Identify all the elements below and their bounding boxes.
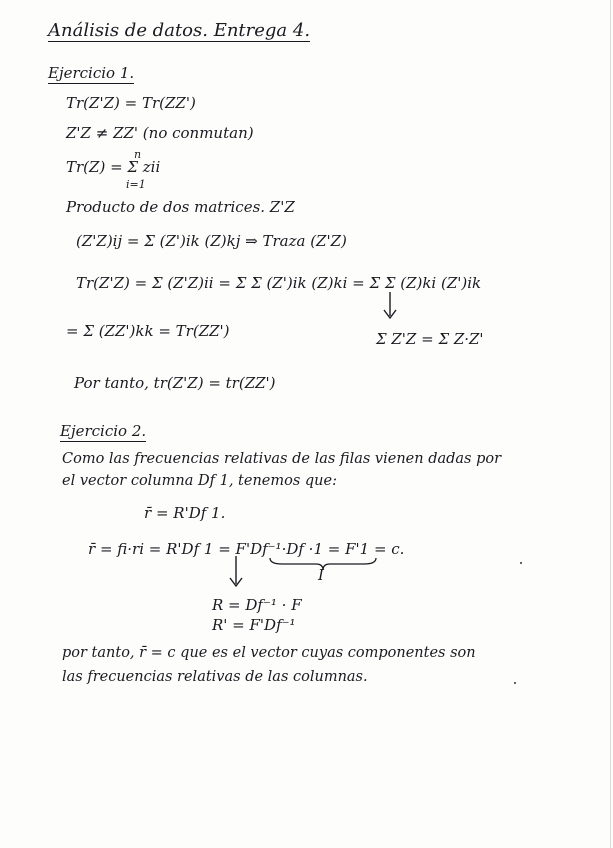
ex1-line-product: Producto de dos matrices. Z'Z (66, 198, 295, 216)
ex1-line-not-commute: Z'Z ≠ ZZ' (no conmutan) (66, 124, 254, 142)
ex1-conclusion: Por tanto, tr(Z'Z) = tr(ZZ') (74, 374, 276, 392)
ex1-line-trace-definition: Tr(Z) = Σ zii (66, 158, 161, 176)
ex2-equation-chain: r̄ = fi·ri = R'Df 1 = F'Df⁻¹·Df ·1 = F'1 = c. (88, 540, 405, 558)
ex1-sum-lower-limit: i=1 (126, 178, 146, 191)
ex1-line-trace-equality: Tr(Z'Z) = Tr(ZZ') (66, 94, 196, 112)
exercise-2-heading: Ejercicio 2. (60, 422, 147, 440)
ex2-equation-r: R = Df⁻¹ · F (212, 596, 302, 614)
page-title: Análisis de datos. Entrega 4. (48, 20, 311, 41)
ex2-brace-label: I (318, 566, 324, 584)
ex1-sum-upper-limit: n (134, 148, 142, 161)
down-arrow-icon (226, 556, 246, 590)
ex2-conclusion-line-1: por tanto, r̄ = c que es el vector cuyas componentes son (62, 645, 476, 661)
ex2-conclusion-line-2: las frecuencias relativas de las columnas. (62, 669, 368, 685)
ex2-paragraph-line-2: el vector columna Df 1, tenemos que: (62, 473, 337, 489)
ex1-line-sum-equality: Σ Z'Z = Σ Z·Z' (376, 330, 484, 348)
ex1-line-final-sum: = Σ (ZZ')kk = Tr(ZZ') (66, 322, 230, 340)
ex1-line-entry-formula: (Z'Z)ij = Σ (Z')ik (Z)kj ⇒ Traza (Z'Z) (76, 232, 347, 250)
stray-dot (514, 682, 516, 684)
ex2-paragraph-line-1: Como las frecuencias relativas de las filas vienen dadas por (62, 451, 502, 467)
ex2-equation-r-transpose: R' = F'Df⁻¹ (212, 616, 296, 634)
stray-dot (520, 562, 522, 564)
ex2-equation-r-bar: r̄ = R'Df 1. (144, 504, 226, 522)
exercise-1-heading: Ejercicio 1. (48, 64, 135, 82)
ex1-line-trace-expansion: Tr(Z'Z) = Σ (Z'Z)ii = Σ Σ (Z')ik (Z)ki = Σ Σ (Z)ki (Z')ik (76, 274, 482, 292)
page-edge (610, 0, 611, 848)
down-arrow-icon (380, 292, 400, 322)
